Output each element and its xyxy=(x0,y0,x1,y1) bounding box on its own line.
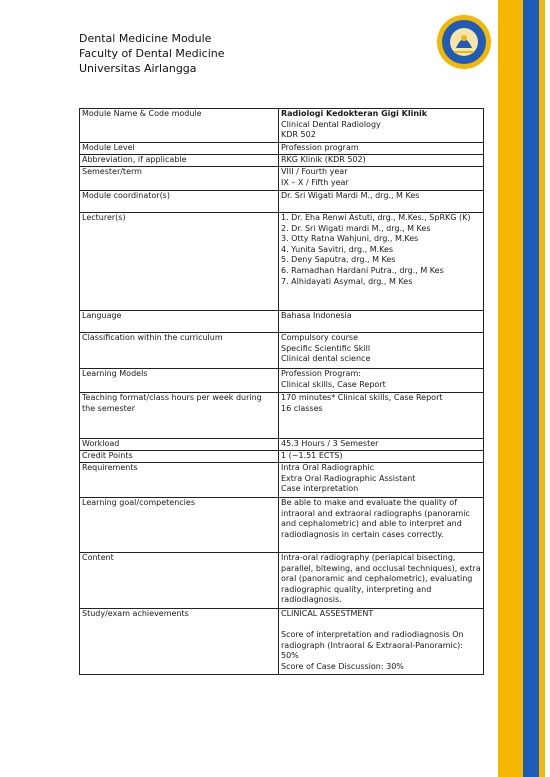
row-value: RKG Klinik (KDR 502) xyxy=(279,155,484,167)
table-row xyxy=(80,167,484,191)
row-label: Teaching format/class hours per week during the semester xyxy=(80,393,279,439)
row-label: Credit Points xyxy=(80,451,279,463)
row-value: Profession program xyxy=(279,143,484,155)
row-value: Be able to make and evaluate the quality of intraoral and extraoral radiographs (panoramic and cephalometric) and able to interpret and radiodiagnosis in certain cases correctly. xyxy=(279,498,484,553)
row-value: 45.3 Hours / 3 Semester xyxy=(279,439,484,451)
row-value: 1 (~1.51 ECTS) xyxy=(279,451,484,463)
decorative-stripe-blue xyxy=(523,0,539,777)
row-label: Workload xyxy=(80,439,279,451)
table-row xyxy=(80,213,484,311)
row-label: Classification within the curriculum xyxy=(80,333,279,369)
table-row xyxy=(80,155,484,167)
decorative-stripe-yellow-thin xyxy=(539,0,545,777)
row-label: Study/exam achievements xyxy=(80,609,279,675)
module-info-table xyxy=(79,108,484,675)
row-value xyxy=(279,109,484,143)
table-row xyxy=(80,191,484,213)
table-row xyxy=(80,609,484,675)
table-row xyxy=(80,451,484,463)
row-value: Bahasa Indonesia xyxy=(279,311,484,333)
row-value: Compulsory course Specific Scientific Skill Clinical dental science xyxy=(279,333,484,369)
row-value: 1. Dr. Eha Renwi Astuti, drg., M.Kes., SpRKG (K) 2. Dr. Sri Wigati mardi M., drg., M Kes 3. Otty Ratna Wahjuni, drg., M.Kes 4. Yunita Savitri, drg., M.Kes 5. Deny Saputra, drg., M Kes 6. Ramadhan Hardani Putra., drg., M Kes 7. Alhidayati Asymal, drg., M Kes xyxy=(279,213,484,311)
row-label: Module Name & Code module xyxy=(80,109,279,143)
table-row xyxy=(80,311,484,333)
row-value: VIII / Fourth year IX – X / Fifth year xyxy=(279,167,484,191)
table-row xyxy=(80,463,484,498)
row-value: CLINICAL ASSESTMENT Score of interpretation and radiodiagnosis On radiograph (Intraoral & Extraoral-Panoramic): 50% Score of Case Discussion: 30% xyxy=(279,609,484,675)
table-row xyxy=(80,333,484,369)
row-value: Intra-oral radiography (periapical bisecting, parallel, bitewing, and occlusal techniques), extra oral (panoramic and cephalometric), evaluating radiographic quality, interpreting and radiodiagnosis. xyxy=(279,553,484,609)
row-label: Module coordinator(s) xyxy=(80,191,279,213)
row-value: Profession Program: Clinical skills, Case Report xyxy=(279,369,484,393)
table-row xyxy=(80,393,484,439)
module-name: Radiologi Kedokteran Gigi Klinik xyxy=(281,109,428,118)
row-value: 170 minutes* Clinical skills, Case Report 16 classes xyxy=(279,393,484,439)
row-label: Abbreviation, if applicable xyxy=(80,155,279,167)
header-module-title: Dental Medicine Module xyxy=(79,32,212,45)
row-value: Dr. Sri Wigati Mardi M., drg., M Kes xyxy=(279,191,484,213)
row-value: Intra Oral Radiographic Extra Oral Radiographic Assistant Case interpretation xyxy=(279,463,484,498)
row-label: Semester/term xyxy=(80,167,279,191)
table-row xyxy=(80,369,484,393)
row-label: Lecturer(s) xyxy=(80,213,279,311)
row-label: Learning Models xyxy=(80,369,279,393)
table-row xyxy=(80,109,484,143)
header-faculty: Faculty of Dental Medicine xyxy=(79,47,225,60)
header-university: Universitas Airlangga xyxy=(79,62,197,75)
row-label: Content xyxy=(80,553,279,609)
table-row xyxy=(80,553,484,609)
row-label: Language xyxy=(80,311,279,333)
table-row xyxy=(80,498,484,553)
row-label: Module Level xyxy=(80,143,279,155)
university-seal-icon xyxy=(436,14,492,70)
module-subtitle: Clinical Dental Radiology KDR 502 xyxy=(281,119,381,140)
document-header xyxy=(79,31,225,76)
decorative-stripe-yellow xyxy=(498,0,523,777)
table-row xyxy=(80,439,484,451)
row-label: Learning goal/competencies xyxy=(80,498,279,553)
row-label: Requirements xyxy=(80,463,279,498)
table-row xyxy=(80,143,484,155)
